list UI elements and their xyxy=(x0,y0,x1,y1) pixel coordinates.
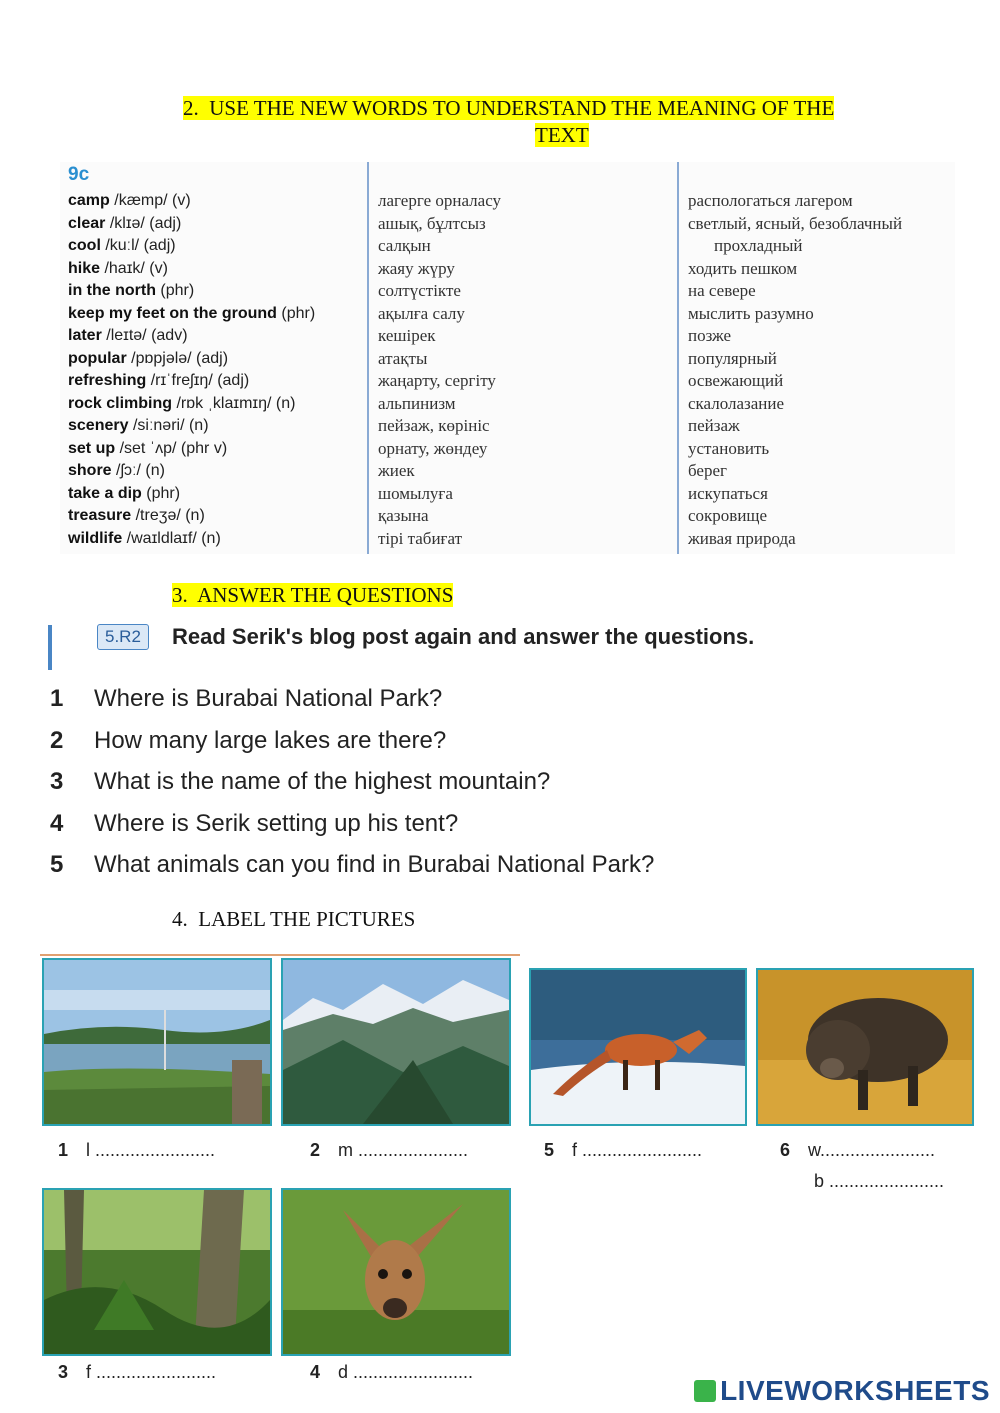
vocab-entry: in the north (phr) xyxy=(68,282,195,299)
russian-translation: скалолазание xyxy=(688,393,785,413)
russian-translation: на севере xyxy=(688,281,756,300)
kazakh-translation: атақты xyxy=(378,348,428,368)
mountain-picture xyxy=(281,958,511,1126)
kazakh-translation: пейзаж, көрініс xyxy=(378,416,490,435)
liveworksheets-logo: LIVEWORKSHEETS xyxy=(694,1375,990,1407)
kazakh-translation: тірі табиғат xyxy=(378,528,463,548)
russian-translation: живая природа xyxy=(688,528,796,548)
section3-title: 3. ANSWER THE QUESTIONS xyxy=(172,583,454,607)
vocab-entry: shore /ʃɔː/ (n) xyxy=(68,462,165,479)
kazakh-translation: жаңарту, сергіту xyxy=(378,371,496,390)
column-divider xyxy=(367,162,369,554)
russian-translation: пейзаж xyxy=(688,416,740,435)
lake-picture xyxy=(42,958,272,1126)
russian-translation: светлый, ясный, безоблачный xyxy=(688,213,903,233)
vocab-entry: treasure /treʒə/ (n) xyxy=(68,507,205,524)
kazakh-translation: кешірек xyxy=(378,326,436,345)
vocab-entry: take a dip (phr) xyxy=(68,484,181,502)
label-1[interactable]: 1 l ........................ xyxy=(58,1140,216,1160)
logo-icon xyxy=(694,1380,716,1402)
question-list xyxy=(50,685,654,893)
question-item: 1 Where is Burabai National Park? xyxy=(50,685,443,712)
question-item: 3 What is the name of the highest mountain? xyxy=(50,768,551,795)
task-tag: 5.R2 xyxy=(97,624,149,650)
fox-picture xyxy=(529,968,747,1126)
vocab-entry: keep my feet on the ground (phr) xyxy=(68,304,316,322)
vocab-entry: refreshing /rɪˈfreʃɪŋ/ (adj) xyxy=(68,372,250,389)
question-item: 2 How many large lakes are there? xyxy=(50,726,447,754)
kazakh-translation: ашық, бұлтсыз xyxy=(378,213,486,233)
forest-picture xyxy=(42,1188,272,1356)
kazakh-translation: альпинизм xyxy=(378,393,456,413)
kazakh-translation: лагерге орналасу xyxy=(378,191,502,210)
task-instruction: Read Serik's blog post again and answer the questions. xyxy=(172,624,755,649)
wild-boar-picture xyxy=(756,968,974,1126)
russian-translation: освежающий xyxy=(688,371,784,390)
label-2[interactable]: 2 m ...................... xyxy=(310,1140,469,1160)
vocab-entry: cool /kuːl/ (adj) xyxy=(68,237,176,254)
kazakh-translation: солтүстікте xyxy=(378,281,461,300)
vocab-entry: rock climbing /rɒk ˌklaɪmɪŋ/ (n) xyxy=(68,394,296,412)
label-3[interactable]: 3 f ........................ xyxy=(58,1362,217,1382)
russian-translation: установить xyxy=(688,438,770,458)
russian-translation: мыслить разумно xyxy=(688,303,814,323)
russian-translation: прохладный xyxy=(714,236,803,255)
russian-translation: ходить пешком xyxy=(688,258,798,278)
russian-translation: берег xyxy=(688,461,727,480)
label-6[interactable]: 6 w....................... xyxy=(780,1140,936,1160)
vocab-entry: later /leɪtə/ (adv) xyxy=(68,327,188,344)
russian-translation: искупаться xyxy=(688,483,768,503)
kazakh-translation: жаяу жүру xyxy=(378,258,455,278)
kazakh-translation: жиек xyxy=(378,461,415,480)
section2-title: 2. USE THE NEW WORDS TO UNDERSTAND THE MEANING OF THE xyxy=(183,96,835,120)
kazakh-column xyxy=(378,190,501,550)
kazakh-translation: ақылға салу xyxy=(378,303,465,323)
margin-bar xyxy=(48,625,52,670)
kazakh-translation: қазына xyxy=(378,506,429,525)
vocab-table xyxy=(60,162,955,554)
section4-title: 4. LABEL THE PICTURES xyxy=(172,907,416,931)
section2-title-line2: TEXT xyxy=(535,123,589,147)
label-5[interactable]: 5 f ........................ xyxy=(544,1140,703,1160)
russian-translation: популярный xyxy=(688,348,777,368)
question-item: 4 Where is Serik setting up his tent? xyxy=(50,809,459,837)
deer-picture xyxy=(281,1188,511,1356)
vocab-entry: hike /haɪk/ (v) xyxy=(68,259,168,277)
label-4[interactable]: 4 d ........................ xyxy=(310,1362,474,1382)
column-divider xyxy=(677,162,679,554)
kazakh-translation: шомылуға xyxy=(378,483,453,503)
russian-column xyxy=(688,190,902,550)
russian-translation: позже xyxy=(688,326,732,345)
question-item: 5 What animals can you find in Burabai National Park? xyxy=(50,851,655,878)
vocab-entry: clear /klɪə/ (adj) xyxy=(68,214,182,232)
divider-line xyxy=(40,954,520,956)
russian-translation: распологаться лагером xyxy=(688,191,853,210)
english-column xyxy=(68,190,315,550)
vocab-entry: camp /kæmp/ (v) xyxy=(68,192,191,209)
vocab-entry: scenery /siːnəri/ (n) xyxy=(68,417,209,434)
vocab-entry: wildlife /waɪldlaɪf/ (n) xyxy=(68,529,221,547)
vocab-entry: set up /set ˈʌp/ (phr v) xyxy=(68,439,228,457)
russian-translation: сокровище xyxy=(688,506,768,525)
unit-number: 9c xyxy=(68,164,90,185)
kazakh-translation: орнату, жөндеу xyxy=(378,438,488,458)
kazakh-translation: салқын xyxy=(378,236,431,255)
label-6b[interactable]: b ....................... xyxy=(814,1171,945,1191)
vocab-entry: popular /pɒpjələ/ (adj) xyxy=(68,349,229,367)
